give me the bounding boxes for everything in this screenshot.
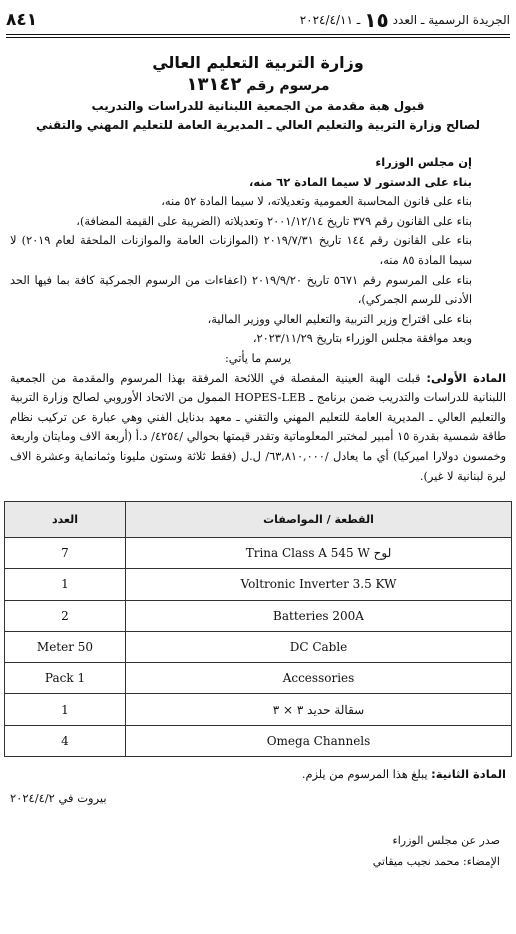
quantity-cell: 4 — [5, 725, 126, 756]
constitution-clause: بناء على الدستور لا سيما المادة ٦٢ منه، — [249, 174, 472, 189]
table-row — [5, 725, 512, 756]
item-cell: سقالة حديد ٣ × ٣ — [126, 694, 512, 725]
issue-number: ١٥ — [364, 8, 389, 32]
header-rule — [6, 34, 510, 38]
item-cell: Voltronic Inverter 3.5 KW — [126, 569, 512, 600]
decree-titles — [10, 52, 506, 135]
item-cell: Omega Channels — [126, 725, 512, 756]
header-quantity: العدد — [5, 502, 126, 538]
item-cell: لوح Trina Class A 545 W — [126, 538, 512, 569]
ministry-title: وزارة التربية التعليم العالي — [152, 53, 364, 72]
signature-line — [373, 851, 500, 872]
table-row — [5, 694, 512, 725]
quantity-cell: 50 Meter — [5, 631, 126, 662]
page-number: ٨٤١ — [6, 10, 38, 30]
table-header-row — [5, 502, 512, 538]
decrees-intro: يرسم ما يأتي: — [225, 351, 291, 365]
quantity-cell: 2 — [5, 600, 126, 631]
article-2-text: يبلغ هذا المرسوم من يلزم. — [301, 768, 428, 781]
article-1-text: قبلت الهبة العينية المفصلة في اللائحة المرفقة بهذا المرسوم والمقدمة من الجمعية اللبنانية للدراسات والتدريب ضمن برنامج ـ HOPES-LEB الممول من الاتحاد الأوروبي لصالح وزارة التربية والتعليم العالي ـ المديرية العامة للتعليم المهني والتقني ـ معهد بدنايل الفني وهي عبارة عن تركيب نظام طاقة شمسية بقدرة ١٥ أمبير لمختبر المعلوماتية وتقدر قيمتها بحوالي /٤٢٥٤/ د.أ (أربعة الاف ومايتان واربعة وخمسون دولارا اميركيا) أي ما يعادل /٦٣,٨١٠,٠٠٠/ ل.ل (فقط ثلاثة وستون مليونا وثمانماية وعشرة الاف ليرة لبنانية لا غير). — [10, 371, 506, 483]
accounting-law-clause: بناء على قانون المحاسبة العمومية وتعديلاته، لا سيما المادة ٥٢ منه، — [161, 195, 472, 209]
article-1-label: المادة الأولى: — [426, 370, 507, 385]
quantity-cell: 7 — [5, 538, 126, 569]
gazette-issue-info — [300, 8, 510, 32]
quantity-cell: 1 — [5, 569, 126, 600]
signature-block — [373, 830, 500, 872]
issued-by: صدر عن مجلس الوزراء — [392, 834, 500, 847]
item-cell: Batteries 200A — [126, 600, 512, 631]
law-144-clause: بناء على القانون رقم ١٤٤ تاريخ ٢٠١٩/٧/٣١ (الموازنات العامة والموازنات الملحقة لعام ٢٠١٩) لا سيما المادة ٨٥ منه، — [10, 234, 472, 267]
article-2 — [10, 765, 506, 784]
table-row — [5, 538, 512, 569]
subject-line-2: لصالح وزارة التربية والتعليم العالي ـ المديرية العامة للتعليم المهني والتقني — [35, 118, 481, 132]
issue-date: ـ ٢٠٢٤/٤/١١ — [299, 13, 361, 27]
law-379-clause: بناء على القانون رقم ٣٧٩ تاريخ ٢٠٠١/١٢/١٤ وتعديلاته (الضريبة على القيمة المضافة)، — [76, 214, 472, 228]
item-cell: Accessories — [126, 663, 512, 694]
council-heading: إن مجلس الوزراء — [375, 155, 472, 169]
decree-label: مرسوم رقم — [246, 78, 330, 94]
table-row — [5, 663, 512, 694]
signatory-name: محمد نجيب ميقاتي — [372, 855, 460, 868]
place-and-date: بيروت في ٢٠٢٤/٤/٢ — [10, 791, 107, 805]
signature-label: الإمضاء: — [463, 855, 500, 868]
decree-number: ١٣١٤٢ — [186, 74, 242, 95]
table-row — [5, 600, 512, 631]
quantity-cell: 1 Pack — [5, 663, 126, 694]
article-2-label: المادة الثانية: — [431, 767, 506, 781]
approval-clause: وبعد موافقة مجلس الوزراء بتاريخ ٢٠٢٣/١١/٢٩، — [252, 332, 472, 346]
proposal-clause: بناء على اقتراح وزير التربية والتعليم العالي ووزير المالية، — [207, 312, 472, 326]
decree-title — [10, 74, 506, 97]
item-cell: DC Cable — [126, 631, 512, 662]
table-row — [5, 631, 512, 662]
decree-5671-clause: بناء على المرسوم رقم ٥٦٧١ تاريخ ٢٠١٩/٩/٢٠ (اعفاءات من الرسوم الجمركية كافة بما فيها الحد الأدنى للرسم الجمركي)، — [10, 273, 472, 307]
page-header — [6, 6, 510, 34]
decree-body — [10, 153, 506, 486]
article-1 — [10, 369, 506, 487]
gazette-name: الجريدة الرسمية ـ العدد — [392, 13, 510, 27]
table-row — [5, 569, 512, 600]
quantity-cell: 1 — [5, 694, 126, 725]
donation-items-table — [4, 501, 512, 757]
header-item-spec: القطعة / المواصفات — [126, 502, 512, 538]
subject-line-1: قبول هبة مقدمة من الجمعية اللبنانية للدراسات والتدريب — [91, 99, 425, 113]
